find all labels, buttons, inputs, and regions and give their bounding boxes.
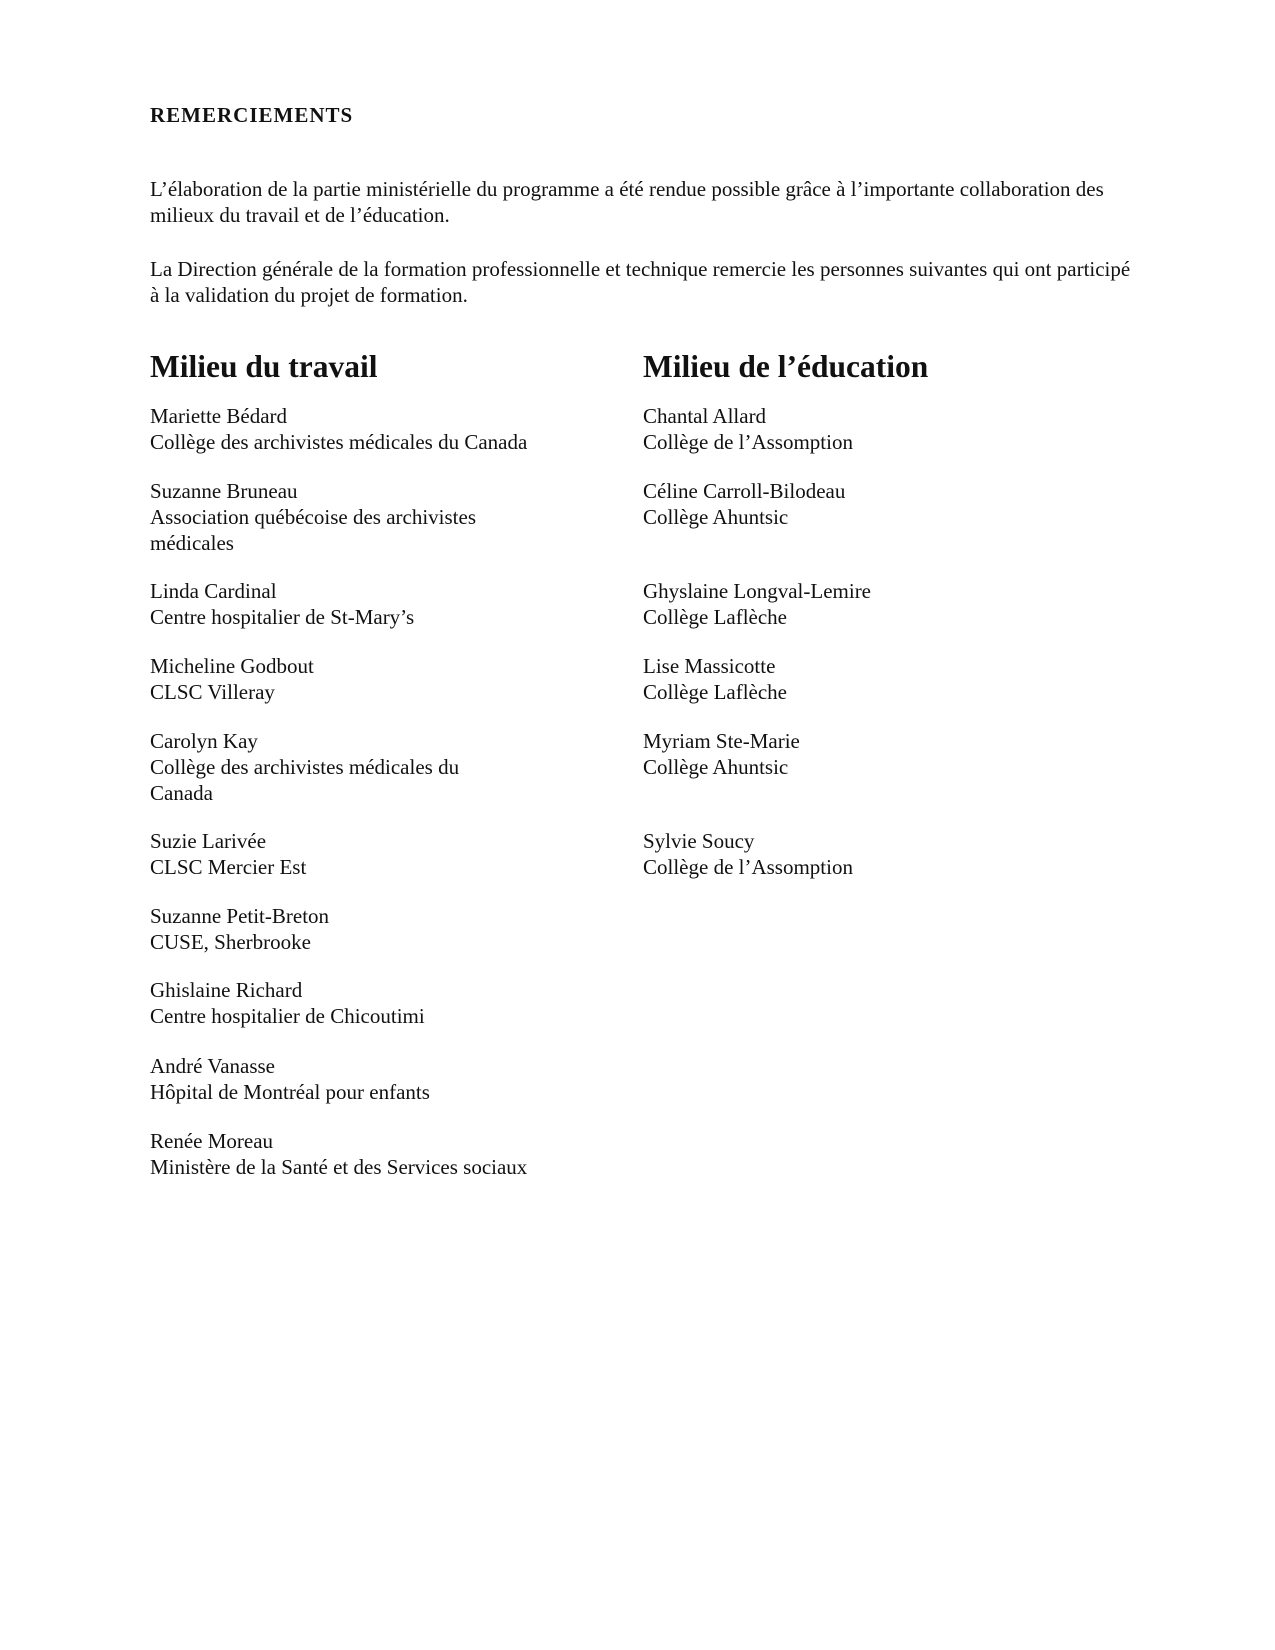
person-name: Suzie Larivée: [150, 829, 267, 853]
work-entry: [150, 478, 520, 556]
person-name: Lise Massicotte: [643, 654, 776, 678]
person-name: Suzanne Bruneau: [150, 479, 298, 503]
person-name: Suzanne Petit-Breton: [150, 904, 330, 928]
organization: Collège Laflèche: [643, 680, 788, 704]
person-name: Mariette Bédard: [150, 404, 288, 428]
work-entry: [150, 903, 590, 955]
education-entry: [643, 653, 1083, 705]
organization: Collège de l’Assomption: [643, 855, 853, 879]
organization: CUSE, Sherbrooke: [150, 930, 311, 954]
education-heading: Milieu de l’éducation: [643, 349, 929, 384]
organization: Collège de l’Assomption: [643, 430, 853, 454]
person-name: Chantal Allard: [643, 404, 767, 428]
person-name: Renée Moreau: [150, 1129, 274, 1153]
education-column: [643, 349, 1093, 879]
person-name: Linda Cardinal: [150, 579, 277, 603]
person-name: Ghislaine Richard: [150, 978, 303, 1002]
organization: Centre hospitalier de St-Mary’s: [150, 605, 415, 629]
work-entry: [150, 1053, 590, 1105]
person-name: Céline Carroll-Bilodeau: [643, 479, 846, 503]
work-entry: [150, 653, 590, 705]
organization: Ministère de la Santé et des Services sociaux: [150, 1155, 528, 1179]
page-title: REMERCIEMENTS: [150, 103, 354, 127]
work-entry: [150, 828, 590, 880]
education-entry: [643, 478, 1083, 530]
thanks-paragraph: La Direction générale de la formation professionnelle et technique remercie les personnes suivantes qui ont participé à la validation du projet de formation.: [150, 257, 1131, 307]
work-entry: [150, 728, 460, 806]
person-name: André Vanasse: [150, 1054, 275, 1078]
work-column: [150, 349, 600, 1179]
work-entry: [150, 977, 590, 1029]
organization: Hôpital de Montréal pour enfants: [150, 1080, 430, 1104]
person-name: Micheline Godbout: [150, 654, 314, 678]
organization: Association québécoise des archivistes médicales: [150, 505, 476, 555]
work-entry: [150, 578, 590, 630]
organization: CLSC Mercier Est: [150, 855, 307, 879]
intro-paragraph: L’élaboration de la partie ministérielle du programme a été rendue possible grâce à l’importante collaboration des milieux du travail et de l’éducation.: [150, 177, 1104, 227]
organization: Collège des archivistes médicales du Canada: [150, 755, 460, 805]
organization: Collège des archivistes médicales du Canada: [150, 430, 528, 454]
work-heading: Milieu du travail: [150, 349, 378, 384]
education-entry: [643, 728, 1083, 780]
person-name: Myriam Ste-Marie: [643, 729, 800, 753]
education-entry: [643, 578, 1083, 630]
education-entry: [643, 403, 1083, 455]
organization: Collège Laflèche: [643, 605, 788, 629]
work-entry: [150, 1128, 590, 1180]
education-entry: [643, 828, 1083, 880]
organization: Collège Ahuntsic: [643, 505, 789, 529]
person-name: Carolyn Kay: [150, 729, 258, 753]
organization: Collège Ahuntsic: [643, 755, 789, 779]
organization: CLSC Villeray: [150, 680, 275, 704]
person-name: Sylvie Soucy: [643, 829, 755, 853]
person-name: Ghyslaine Longval-Lemire: [643, 579, 872, 603]
work-entry: [150, 403, 590, 455]
document-page: [150, 102, 1135, 1179]
organization: Centre hospitalier de Chicoutimi: [150, 1004, 425, 1028]
